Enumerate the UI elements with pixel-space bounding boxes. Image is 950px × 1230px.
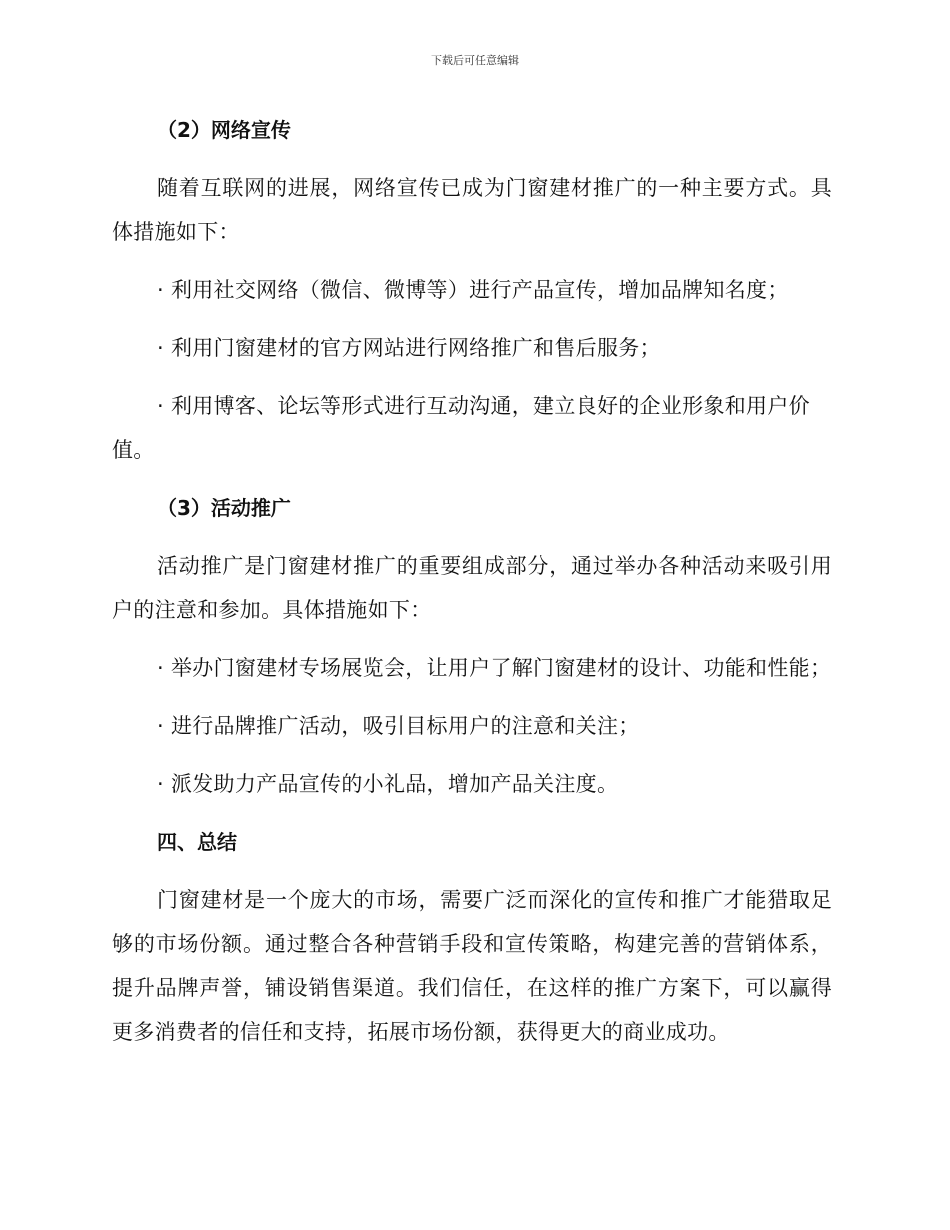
network-intro-paragraph: 随着互联网的进展，网络宣传已成为门窗建材推广的一种主要方式。具体措施如下：: [112, 176, 832, 244]
activity-bullet-exhibition: · 举办门窗建材专场展览会，让用户了解门窗建材的设计、功能和性能；: [157, 656, 832, 680]
section-heading-network: （2）网络宣传: [157, 118, 291, 142]
document-body: [112, 108, 832, 1068]
network-bullet-blog: · 利用博客、论坛等形式进行互动沟通，建立良好的企业形象和用户价值。: [112, 394, 810, 462]
summary-paragraph: 门窗建材是一个庞大的市场，需要广泛而深化的宣传和推广才能猎取足够的市场份额。通过整合各种营销手段和宣传策略，构建完善的营销体系，提升品牌声誉，铺设销售渠道。我们信任，在这样的推广方案下，可以赢得更多消费者的信任和支持，拓展市场份额，获得更大的商业成功。: [112, 888, 832, 1044]
page-header-note: 下载后可任意编辑: [431, 54, 519, 67]
activity-bullet-brand: · 进行品牌推广活动，吸引目标用户的注意和关注；: [157, 714, 640, 738]
activity-intro-paragraph: 活动推广是门窗建材推广的重要组成部分，通过举办各种活动来吸引用户的注意和参加。具体措施如下：: [112, 554, 832, 622]
section-heading-summary: 四、总结: [157, 830, 237, 854]
activity-bullet-gifts: · 派发助力产品宣传的小礼品，增加产品关注度。: [157, 772, 619, 796]
network-bullet-website: · 利用门窗建材的官方网站进行网络推广和售后服务；: [157, 336, 661, 360]
section-heading-activity: （3）活动推广: [157, 496, 291, 520]
network-bullet-social: · 利用社交网络（微信、微博等）进行产品宣传，增加品牌知名度；: [157, 278, 789, 302]
